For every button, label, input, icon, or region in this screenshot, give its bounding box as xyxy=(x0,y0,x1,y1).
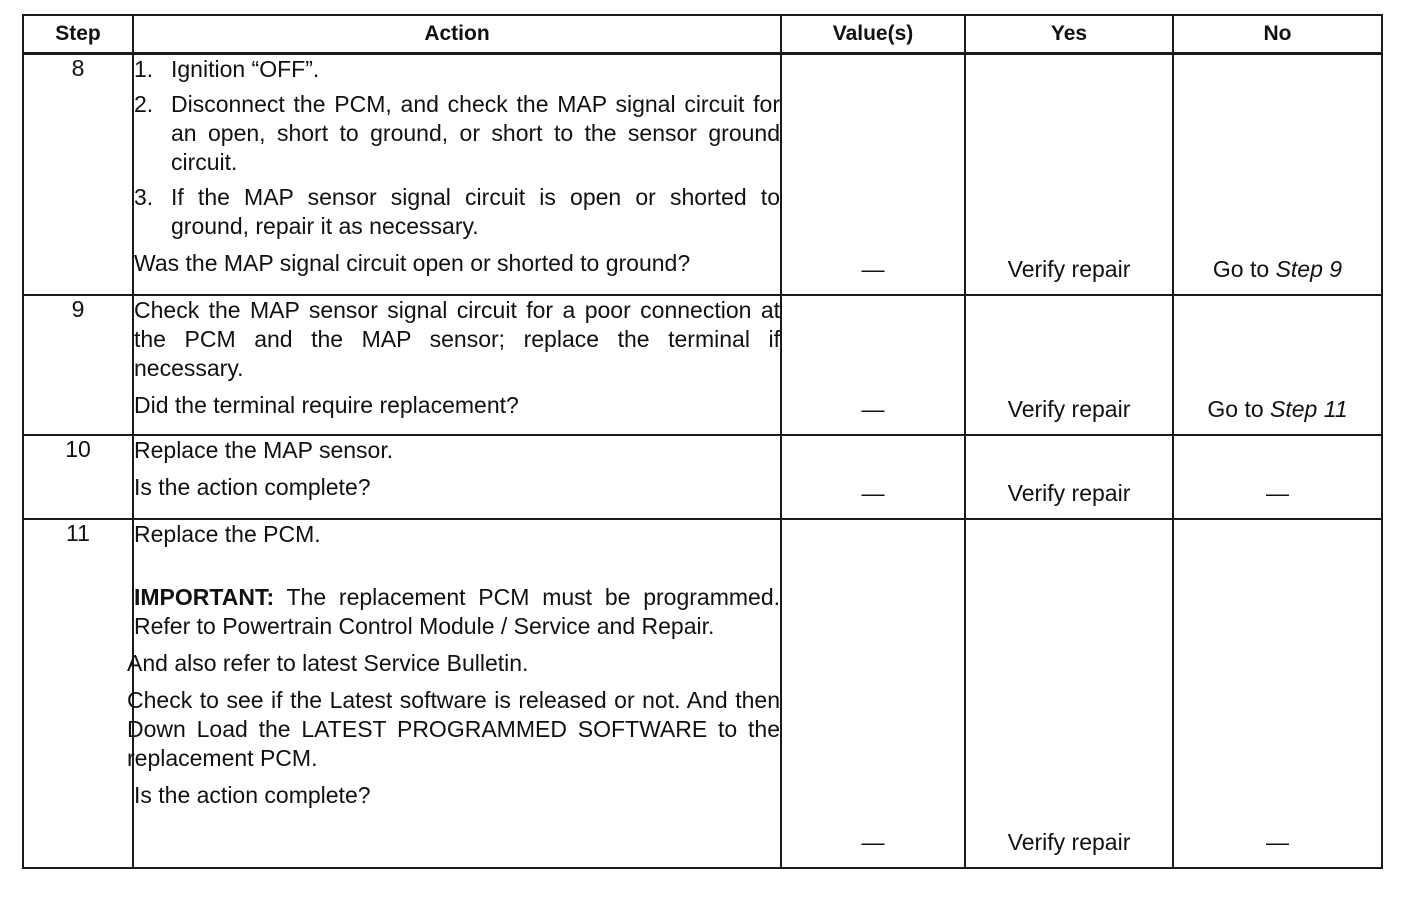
yes-text: Verify repair xyxy=(1007,828,1131,855)
action-question: Was the MAP signal circuit open or shorted to ground? xyxy=(134,250,691,276)
list-item-text: Ignition “OFF”. xyxy=(171,56,320,82)
action-cell xyxy=(133,54,781,295)
list-item xyxy=(134,183,780,241)
no-prefix: Go to xyxy=(1207,395,1271,422)
service-bulletin-note: And also refer to latest Service Bulletin. xyxy=(127,649,529,676)
header-action: Action xyxy=(133,15,781,54)
value-cell xyxy=(781,295,965,435)
action-question: Is the action complete? xyxy=(134,781,371,808)
important-text: The replacement PCM must be programmed. Refer to Powertrain Control Module / Service and Repair. xyxy=(134,583,780,639)
no-cell xyxy=(1173,295,1382,435)
list-item-text: Disconnect the PCM, and check the MAP signal circuit for an open, short to ground, or short to the sensor ground circuit. xyxy=(171,91,780,175)
value-text: — xyxy=(861,395,885,422)
yes-cell xyxy=(965,295,1173,435)
action-question: Is the action complete? xyxy=(134,473,371,500)
value-cell xyxy=(781,435,965,519)
no-cell xyxy=(1173,519,1382,868)
no-cell xyxy=(1173,435,1382,519)
header-row xyxy=(23,15,1382,54)
step-number: 8 xyxy=(23,54,133,295)
step-number: 9 xyxy=(23,295,133,435)
header-values: Value(s) xyxy=(781,15,965,54)
no-cell xyxy=(1173,54,1382,295)
list-item-number: 3. xyxy=(134,184,154,210)
yes-cell xyxy=(965,54,1173,295)
no-text: — xyxy=(1266,828,1289,855)
list-item xyxy=(134,90,780,177)
header-yes: Yes xyxy=(965,15,1173,54)
important-label: IMPORTANT: xyxy=(134,583,275,610)
action-text: Replace the PCM. xyxy=(134,520,321,547)
no-step-link: Step 9 xyxy=(1275,255,1343,282)
step-number: 10 xyxy=(23,435,133,519)
yes-text: Verify repair xyxy=(1007,255,1131,282)
table-row-step-10 xyxy=(23,435,1382,519)
table-row-step-11 xyxy=(23,519,1382,868)
list-item-number: 2. xyxy=(134,91,154,117)
action-text: Replace the MAP sensor. xyxy=(134,436,394,463)
action-question: Did the terminal require replacement? xyxy=(134,391,519,418)
action-steps-list xyxy=(134,55,780,241)
software-check-note: Check to see if the Latest software is released or not. And then Down Load the LATEST PROGRAMMED SOFTWARE to the replacement PCM. xyxy=(127,686,780,771)
value-text: — xyxy=(861,255,885,282)
value-text: — xyxy=(861,828,885,855)
yes-text: Verify repair xyxy=(1007,395,1131,422)
list-item xyxy=(134,55,780,84)
yes-cell xyxy=(965,519,1173,868)
table-row-step-8 xyxy=(23,54,1382,295)
list-item-number: 1. xyxy=(134,56,154,82)
header-no: No xyxy=(1173,15,1382,54)
list-item-text: If the MAP sensor signal circuit is open or shorted to ground, repair it as necessary. xyxy=(171,184,780,239)
value-text: — xyxy=(861,479,885,506)
header-step: Step xyxy=(23,15,133,54)
no-step-link: Step 11 xyxy=(1270,395,1348,422)
diagnostic-table xyxy=(22,14,1383,869)
action-cell xyxy=(133,295,781,435)
action-text: Check the MAP sensor signal circuit for a poor connection at the PCM and the MAP sensor; replace the terminal if necessary. xyxy=(134,296,780,381)
no-prefix: Go to xyxy=(1212,255,1276,282)
action-cell xyxy=(127,519,781,868)
no-text xyxy=(1174,395,1381,424)
no-text xyxy=(1174,255,1381,284)
table-row-step-9 xyxy=(23,295,1382,435)
action-cell xyxy=(133,435,781,519)
value-cell xyxy=(781,519,965,868)
value-cell xyxy=(781,54,965,295)
important-note xyxy=(134,583,780,641)
yes-cell xyxy=(965,435,1173,519)
step-number: 11 xyxy=(23,519,133,868)
no-text: — xyxy=(1266,479,1289,506)
yes-text: Verify repair xyxy=(1007,479,1131,506)
